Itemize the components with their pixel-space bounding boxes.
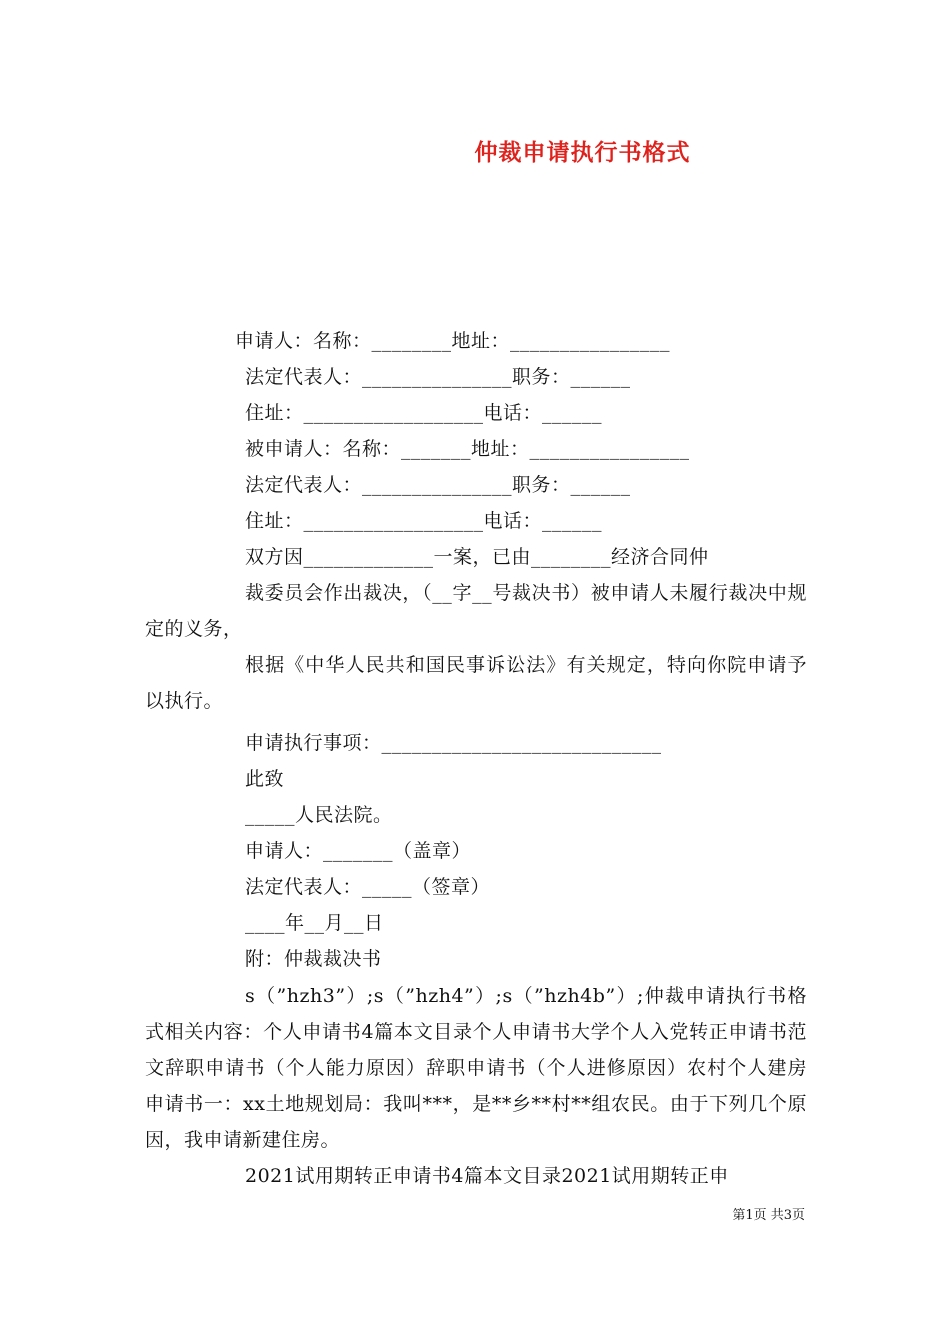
attachment-line: 附：仲裁裁决书	[245, 948, 382, 970]
related-content-paragraph: s（”hzh3”）;s（”hzh4”）;s（”hzh4b”）;仲裁申请执行书格式相关内容：个人申请书4篇本文目录个人申请书大学个人入党转正申请书范文辞职申请书（个人能力原因）辞职申请书（个人进修原因）农村个人建房申请书一：xx土地规划局：我叫***，是**乡**村**组农民。由于下列几个原因，我申请新建住房。	[145, 985, 807, 1151]
salutation-line: 此致	[245, 768, 285, 790]
legal-basis-paragraph: 根据《中华人民共和国民事诉讼法》有关规定，特向你院申请予以执行。	[145, 654, 807, 712]
applicant-name-line: 申请人：名称：________地址：________________	[235, 330, 671, 352]
document-title: 仲裁申请执行书格式	[474, 139, 691, 166]
representative-signature-line: 法定代表人：_____（签章）	[245, 876, 491, 898]
applicant-representative-line: 法定代表人：_______________职务：______	[245, 366, 631, 388]
applicant-address-line: 住址：__________________电话：______	[245, 402, 603, 424]
probation-paragraph: 2021试用期转正申请书4篇本文目录2021试用期转正申	[245, 1165, 729, 1187]
respondent-address-line: 住址：__________________电话：______	[245, 510, 603, 532]
applicant-seal-line: 申请人：_______（盖章）	[245, 840, 472, 862]
court-line: _____人民法院。	[245, 804, 393, 826]
respondent-name-line: 被申请人：名称：_______地址：________________	[245, 438, 690, 460]
page-number-footer: 第1页 共3页	[732, 1208, 805, 1223]
case-description-line: 双方因_____________一案，已由________经济合同仲	[245, 546, 709, 568]
arbitration-paragraph: 裁委员会作出裁决，（__字__号裁决书）被申请人未履行裁决中规定的义务，	[145, 582, 807, 640]
respondent-representative-line: 法定代表人：_______________职务：______	[245, 474, 631, 496]
date-line: ____年__月__日	[245, 912, 384, 934]
execution-matters-line: 申请执行事项：____________________________	[245, 732, 662, 754]
